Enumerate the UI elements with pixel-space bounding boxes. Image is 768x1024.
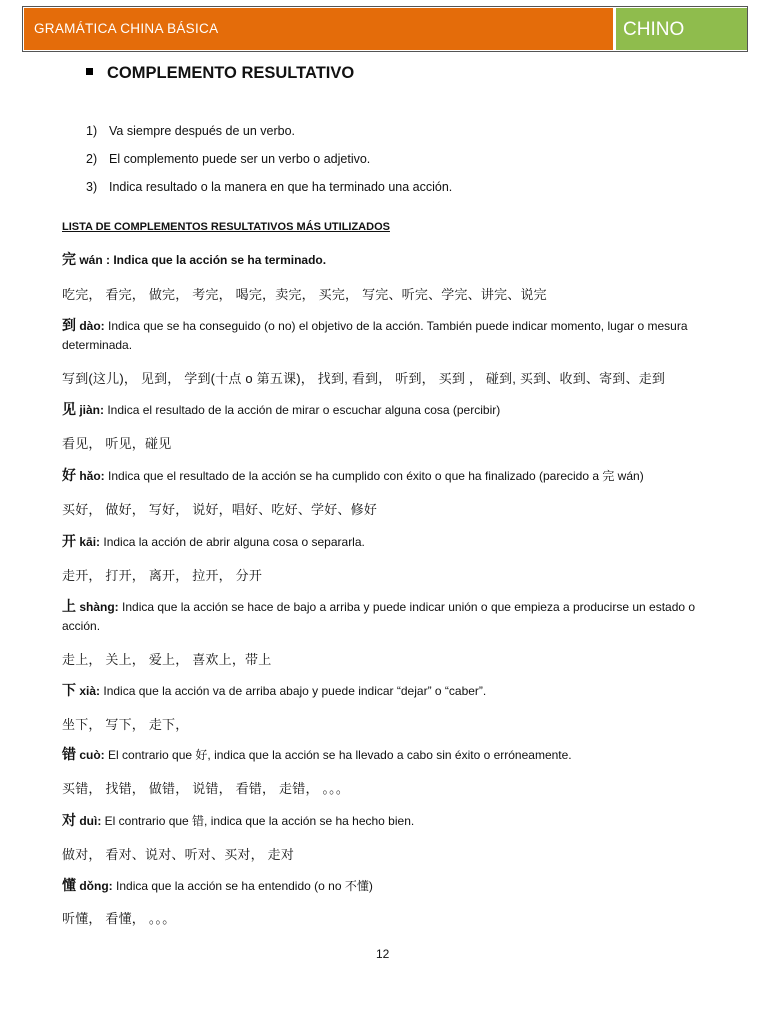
entry-examples: 坐下， 写下， 走下，: [62, 717, 189, 732]
entry-hanzi: 懂: [62, 877, 76, 893]
entry-examples: 写到(这儿)， 见到， 学到(十点 o 第五课)， 找到, 看到， 听到， 买到 ， 碰到, 买到、收到、寄到、走到: [62, 371, 666, 386]
entry-pinyin: wán: [79, 253, 103, 267]
list-title: LISTA DE COMPLEMENTOS RESULTATIVOS MÁS UTILIZADOS: [62, 221, 390, 233]
entry-heading: [62, 597, 712, 636]
entry-description: Indica que se ha conseguido (o no) el objetivo de la acción. También puede indicar momento, lugar o mesura determinada.: [62, 319, 688, 352]
entry-hanzi: 到: [62, 317, 76, 333]
entry-heading: [62, 466, 712, 486]
entry-description: Indica el resultado de la acción de mirar o escuchar alguna cosa (percibir): [104, 403, 501, 417]
entry-hanzi: 开: [62, 533, 76, 549]
entry-description: Indica que la acción se ha entendido (o no 不懂): [112, 879, 373, 893]
entry-hanzi: 见: [62, 401, 76, 417]
entry-description: Indica la acción de abrir alguna cosa o separarla.: [100, 535, 365, 549]
entry-description: El contrario que 好, indica que la acción se ha llevado a cabo sin éxito o erróneamente.: [104, 748, 572, 762]
entry-hanzi: 好: [62, 467, 76, 483]
section-title: [86, 64, 354, 83]
entry-heading: [62, 811, 712, 831]
entry-heading: [62, 876, 712, 896]
entry-pinyin: jiàn:: [79, 403, 105, 417]
entry-heading: [62, 316, 712, 355]
entry-examples: 吃完， 看完， 做完， 考完， 喝完，卖完， 买完， 写完、听完、学完、讲完、说完: [62, 287, 547, 302]
entry-heading: [62, 745, 712, 765]
entry-pinyin: duì:: [79, 814, 102, 828]
rule-item: [86, 124, 295, 138]
entry-hanzi: 错: [62, 746, 76, 762]
entry-hanzi: 上: [62, 598, 76, 614]
rule-text: Va siempre después de un verbo.: [109, 124, 295, 138]
rule-item: [86, 152, 370, 166]
entry-hanzi: 完: [62, 251, 76, 267]
entry-pinyin: kāi:: [79, 535, 101, 549]
entry-pinyin: dào:: [79, 319, 105, 333]
entry-description: Indica que la acción se hace de bajo a arriba y puede indicar unión o que empieza a producirse un estado o acción.: [62, 600, 696, 633]
header-title: GRAMÁTICA CHINA BÁSICA: [24, 8, 613, 50]
section-title-text: COMPLEMENTO RESULTATIVO: [107, 64, 355, 82]
entry-examples: 走上， 关上， 爱上， 喜欢上，带上: [62, 652, 272, 667]
entry-pinyin: cuò:: [79, 748, 105, 762]
page-number: 12: [376, 947, 390, 961]
entry-heading: [62, 400, 712, 420]
rule-text: Indica resultado o la manera en que ha terminado una acción.: [109, 180, 453, 194]
entry-examples: 买错， 找错， 做错， 说错， 看错， 走错， 。。。: [62, 781, 350, 796]
entry-examples: 看见， 听见，碰见: [62, 436, 172, 451]
page-header: [22, 6, 748, 52]
entry-heading: [62, 532, 712, 552]
entry-description: Indica que el resultado de la acción se ha cumplido con éxito o que ha finalizado (parecido a 完 wán): [104, 469, 644, 483]
square-bullet-icon: [86, 68, 93, 75]
entry-hanzi: 对: [62, 812, 76, 828]
entry-description: : Indica que la acción se ha terminado.: [102, 253, 327, 267]
entry-pinyin: xià:: [79, 684, 101, 698]
rule-number: 1): [86, 124, 98, 138]
entry-examples: 做对， 看对、说对、听对、买对， 走对: [62, 847, 295, 862]
entry-examples: 听懂， 看懂， 。。。: [62, 911, 176, 926]
entry-pinyin: dǒng:: [79, 879, 113, 893]
entry-examples: 走开， 打开， 离开， 拉开， 分开: [62, 568, 263, 583]
rule-number: 3): [86, 180, 98, 194]
header-subject: CHINO: [616, 8, 747, 50]
entry-pinyin: shàng:: [79, 600, 119, 614]
entry-heading: [62, 681, 712, 701]
rule-item: [86, 180, 452, 194]
rule-text: El complemento puede ser un verbo o adjetivo.: [109, 152, 371, 166]
entry-description: El contrario que 错, indica que la acción se ha hecho bien.: [101, 814, 415, 828]
entry-description: Indica que la acción va de arriba abajo y puede indicar “dejar” o “caber”.: [100, 684, 487, 698]
entry-examples: 买好， 做好， 写好， 说好，唱好、吃好、学好、修好: [62, 502, 378, 517]
rule-number: 2): [86, 152, 98, 166]
entry-hanzi: 下: [62, 682, 76, 698]
entry-heading: [62, 250, 712, 270]
entry-pinyin: hǎo:: [79, 469, 105, 483]
